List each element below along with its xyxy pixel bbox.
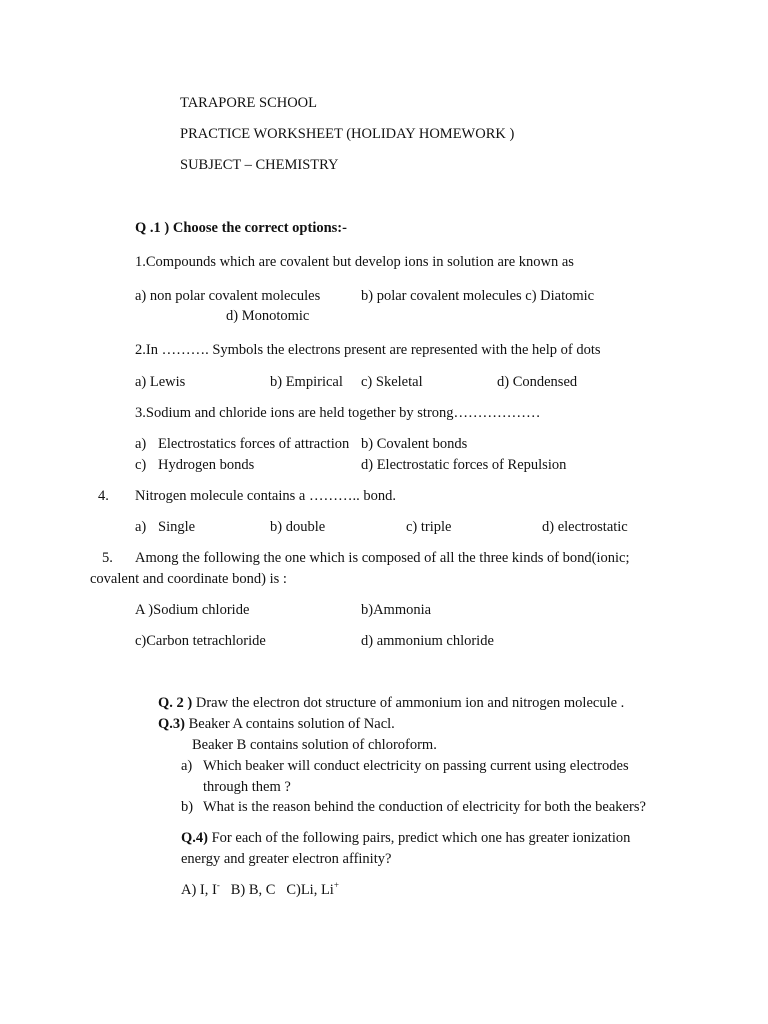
q4-line1 bbox=[181, 829, 630, 847]
q1-item5-option-b: b)Ammonia bbox=[361, 602, 432, 618]
q1-item3-option-b: b) Covalent bonds bbox=[361, 436, 468, 452]
q1-heading: Q .1 ) Choose the correct options:- bbox=[135, 220, 347, 236]
q4-pair-a-superscript: - bbox=[216, 880, 220, 890]
q4-pair-b: B) B, C bbox=[230, 882, 276, 898]
q1-item4-number: 4. bbox=[98, 488, 109, 504]
q3-label: Q.3) bbox=[158, 716, 185, 732]
q1-item2-option-b: b) Empirical bbox=[270, 374, 343, 390]
q1-item4-option-a: Single bbox=[158, 519, 196, 535]
q1-item2-option-a: a) Lewis bbox=[135, 374, 186, 390]
q1-item3-option-c-letter: c) bbox=[135, 457, 147, 473]
q1-item4-option-c: c) triple bbox=[406, 519, 452, 535]
q3-line1 bbox=[158, 715, 395, 733]
q1-item4-option-b: b) double bbox=[270, 519, 326, 535]
q3-text-line1: Beaker A contains solution of Nacl. bbox=[188, 716, 395, 732]
worksheet-title: PRACTICE WORKSHEET (HOLIDAY HOMEWORK ) bbox=[180, 126, 515, 142]
q4-pair-c-superscript: + bbox=[333, 880, 339, 890]
q3-part-b-letter: b) bbox=[181, 799, 194, 815]
q1-item4-option-d: d) electrostatic bbox=[542, 519, 628, 535]
q2-text: Draw the electron dot structure of ammonium ion and nitrogen molecule . bbox=[195, 695, 625, 711]
q1-item5-question-line1: Among the following the one which is composed of all the three kinds of bond(ionic; bbox=[135, 550, 630, 566]
q1-item1-question: 1.Compounds which are covalent but develop ions in solution are known as bbox=[135, 254, 574, 270]
q1-item5-option-c: c)Carbon tetrachloride bbox=[135, 633, 266, 649]
q1-item1-option-d: d) Monotomic bbox=[226, 308, 310, 324]
q1-item3-option-a-letter: a) bbox=[135, 436, 147, 452]
q1-item3-question: 3.Sodium and chloride ions are held together by strong……………… bbox=[135, 405, 541, 421]
q4-text-line1: For each of the following pairs, predict which one has greater ionization bbox=[211, 830, 631, 846]
school-name: TARAPORE SCHOOL bbox=[180, 95, 318, 111]
q3-line2: Beaker B contains solution of chloroform. bbox=[192, 737, 437, 753]
q1-item2-option-c: c) Skeletal bbox=[361, 374, 423, 390]
q1-item4-option-a-letter: a) bbox=[135, 519, 147, 535]
q1-item2-question: 2.In ………. Symbols the electrons present are represented with the help of dots bbox=[135, 342, 601, 358]
q1-item1-option-a: a) non polar covalent molecules bbox=[135, 288, 321, 304]
q1-item3-option-d: d) Electrostatic forces of Repulsion bbox=[361, 457, 567, 473]
subject-line: SUBJECT – CHEMISTRY bbox=[180, 157, 339, 173]
q3-part-a-line1: Which beaker will conduct electricity on passing current using electrodes bbox=[203, 758, 629, 774]
q2-label: Q. 2 ) bbox=[158, 695, 193, 711]
q4-pairs bbox=[181, 881, 339, 899]
q1-item3-option-a: Electrostatics forces of attraction bbox=[158, 436, 350, 452]
q3-part-a-letter: a) bbox=[181, 758, 193, 774]
q1-item5-number: 5. bbox=[102, 550, 113, 566]
q4-label: Q.4) bbox=[181, 830, 208, 846]
q1-item3-option-c: Hydrogen bonds bbox=[158, 457, 255, 473]
q1-item2-option-d: d) Condensed bbox=[497, 374, 578, 390]
q4-pair-a: A) I, I bbox=[181, 882, 217, 898]
q1-item4-question: Nitrogen molecule contains a ……….. bond. bbox=[135, 488, 396, 504]
q1-item5-option-d: d) ammonium chloride bbox=[361, 633, 494, 649]
q4-line2: energy and greater electron affinity? bbox=[181, 851, 392, 867]
q1-item5-question-line2: covalent and coordinate bond) is : bbox=[90, 571, 287, 587]
q4-pair-c: C)Li, Li bbox=[286, 882, 334, 898]
q2-line bbox=[158, 694, 624, 712]
q3-part-b-line1: What is the reason behind the conduction of electricity for both the beakers? bbox=[203, 799, 646, 815]
q1-item1-option-bc: b) polar covalent molecules c) Diatomic bbox=[361, 288, 595, 304]
q1-item5-option-a: A )Sodium chloride bbox=[135, 602, 250, 618]
q3-part-a-line2: through them ? bbox=[203, 779, 291, 795]
